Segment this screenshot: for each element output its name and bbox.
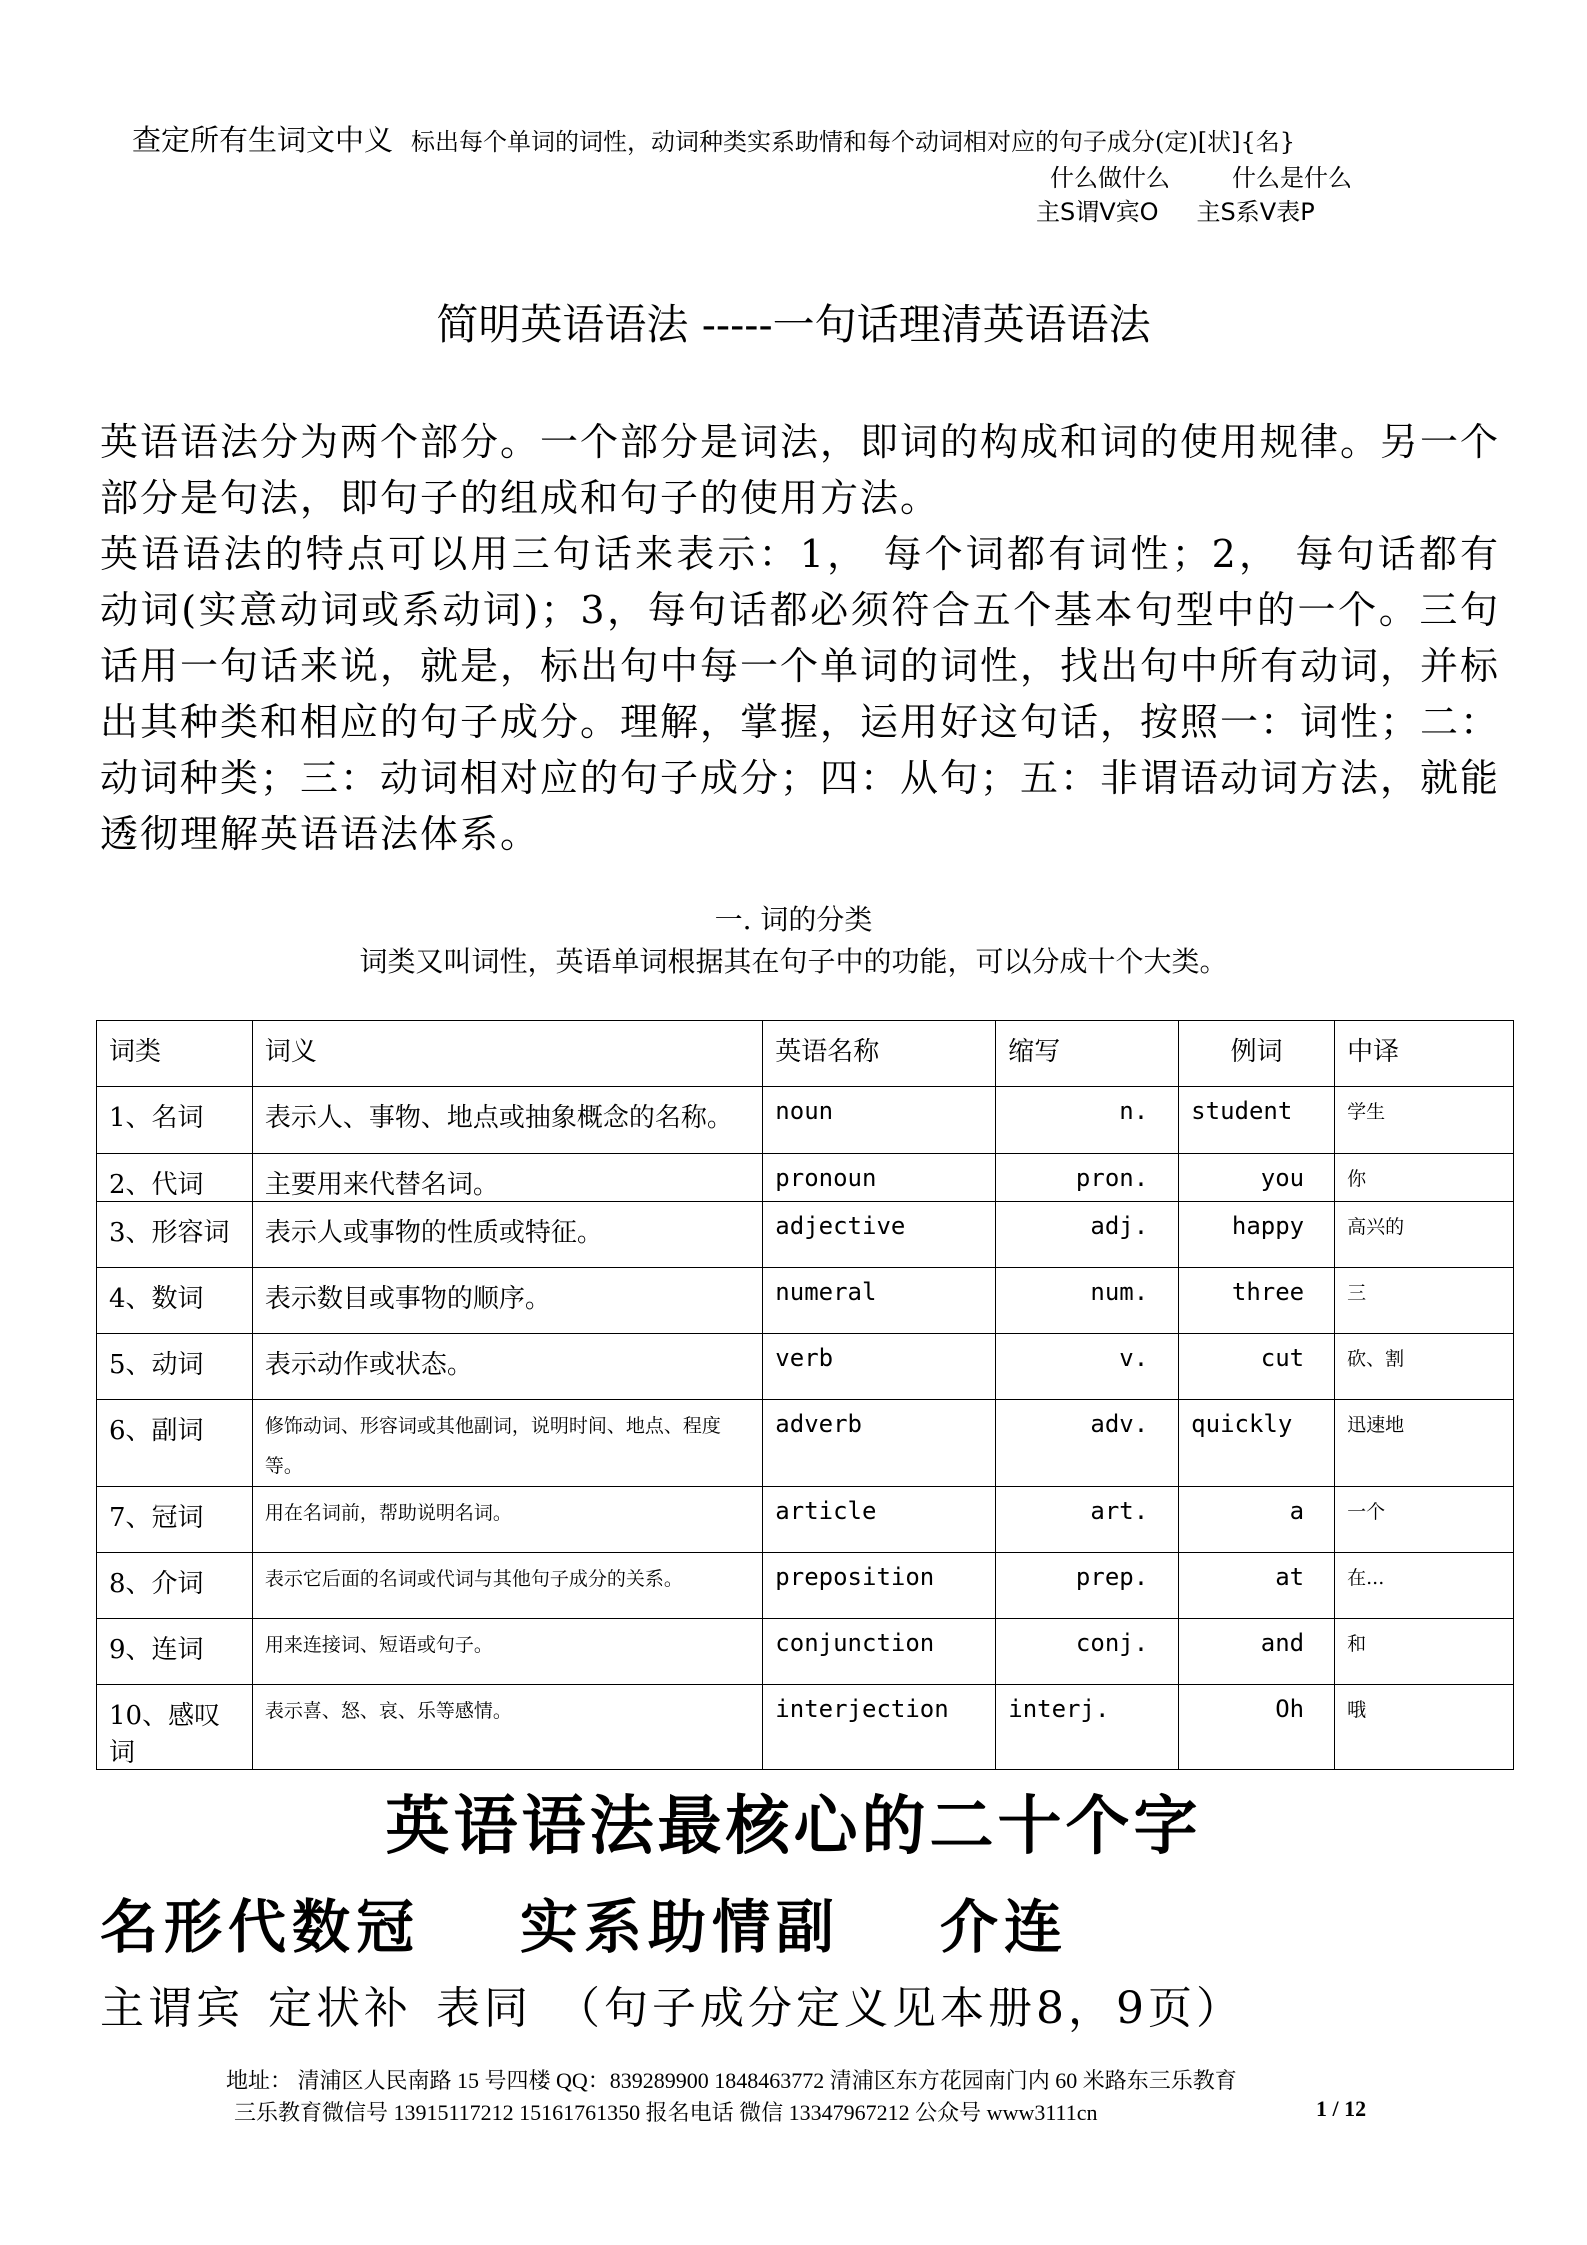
cell-example: cut [1179,1334,1335,1400]
intro-paragraph: 英语语法的特点可以用三句话来表示：1， 每个词都有词性；2， 每句话都有动词(实意动词或系动词)；3，每句话都必须符合五个基本句型中的一个。三句话用一句话来说，就是，标出句中每一个单词的词性，找出句中所有动词，并标出其种类和相应的句子成分。理解，掌握，运用好这句话，按照一：词性；二：动词种类；三：动词相对应的句子成分；四：从句；五：非谓语动词方法，就能透彻理解英语语法体系。 [100,532,1501,856]
cell-english-name: interjection [763,1685,996,1770]
cell-example: happy [1179,1202,1335,1268]
cell-meaning: 用来连接词、短语或句子。 [252,1619,762,1685]
footer-contact: 三乐教育微信号 13915117212 15161761350 报名电话 微信 13347967212 公众号 www3111cn [234,2100,1098,2125]
header-word-class: 词类 [97,1021,253,1087]
cell-meaning: 表示人或事物的性质或特征。 [252,1202,762,1268]
cell-abbreviation: adj. [996,1202,1179,1268]
cell-english-name: conjunction [763,1619,996,1685]
cell-abbreviation: interj. [996,1685,1179,1770]
page-number: 1 / 12 [1316,2096,1367,2121]
cell-word-class: 9、连词 [97,1619,253,1685]
cell-meaning: 表示人、事物、地点或抽象概念的名称。 [252,1087,762,1154]
cell-translation: 在... [1335,1553,1514,1619]
cell-meaning: 用在名词前，帮助说明名词。 [252,1487,762,1553]
cell-meaning: 表示数目或事物的顺序。 [252,1268,762,1334]
header-english-name: 英语名称 [763,1021,996,1087]
sentence-components [100,1972,1268,2036]
header-pattern-svo-label: 什么做什么 [1050,164,1170,192]
pos-groups [100,1880,1168,1964]
word-class-table [96,1020,1514,1770]
cell-translation: 学生 [1335,1087,1514,1154]
cell-word-class: 5、动词 [97,1334,253,1400]
cell-english-name: verb [763,1334,996,1400]
header-pattern-svp: 主S系V表P [1196,198,1315,226]
cell-example: at [1179,1553,1335,1619]
cell-example: student [1179,1087,1335,1154]
cell-translation: 迅速地 [1335,1400,1514,1487]
table-row [97,1400,1514,1487]
pos-group: 实系助情副 [520,1893,841,1961]
cell-abbreviation: pron. [996,1154,1179,1202]
table-row [97,1685,1514,1770]
cell-example: Oh [1179,1685,1335,1770]
cell-example: a [1179,1487,1335,1553]
component-group: 定状补 [268,1983,412,2034]
section-subtitle: 词类又叫词性，英语单词根据其在句子中的功能，可以分成十个大类。 [359,945,1228,978]
core-heading: 英语语法最核心的二十个字 [385,1789,1202,1864]
section-heading: 一. 词的分类 [714,903,873,936]
cell-translation: 一个 [1335,1487,1514,1553]
header-example: 例词 [1179,1021,1335,1087]
table-row [97,1268,1514,1334]
cell-english-name: article [763,1487,996,1553]
cell-word-class: 2、代词 [97,1154,253,1202]
cell-abbreviation: art. [996,1487,1179,1553]
cell-word-class: 3、形容词 [97,1202,253,1268]
cell-translation: 三 [1335,1268,1514,1334]
cell-abbreviation: n. [996,1087,1179,1154]
table-row [97,1087,1514,1154]
footer-address: 地址： 清浦区人民南路 15 号四楼 QQ：839289900 1848463772 清浦区东方花园南门内 60 米路东三乐教育 [226,2068,1237,2093]
cell-english-name: noun [763,1087,996,1154]
pos-group: 介连 [940,1893,1069,1961]
header-abbreviation: 缩写 [996,1021,1179,1087]
cell-meaning: 修饰动词、形容词或其他副词，说明时间、地点、程度等。 [252,1400,762,1487]
cell-word-class: 4、数词 [97,1268,253,1334]
table-row [97,1487,1514,1553]
cell-abbreviation: conj. [996,1619,1179,1685]
cell-word-class: 8、介词 [97,1553,253,1619]
cell-translation: 你 [1335,1154,1514,1202]
cell-word-class: 10、感叹词 [97,1685,253,1770]
header-main: 查定所有生词文中义 [132,123,394,157]
cell-abbreviation: num. [996,1268,1179,1334]
header-pattern-svp-label: 什么是什么 [1232,164,1352,192]
table-row [97,1202,1514,1268]
cell-english-name: adverb [763,1400,996,1487]
table-row [97,1619,1514,1685]
header-pattern-svo: 主S谓V宾O [1036,198,1159,226]
table-row [97,1334,1514,1400]
cell-abbreviation: prep. [996,1553,1179,1619]
cell-translation: 砍、割 [1335,1334,1514,1400]
cell-example: and [1179,1619,1335,1685]
cell-english-name: pronoun [763,1154,996,1202]
header-line-3 [1036,192,1353,227]
page-title: 简明英语语法 -----一句话理清英语语法 [436,300,1151,349]
intro-paragraphs [100,414,1500,862]
table-row [97,1553,1514,1619]
table-header-row [97,1021,1514,1087]
intro-paragraph: 英语语法分为两个部分。一个部分是词法，即词的构成和词的使用规律。另一个部分是句法，即句子的组成和句子的使用方法。 [100,420,1501,520]
header-note: 标出每个单词的词性，动词种类实系助情和每个动词相对应的句子成分(定)[状]{名} [411,128,1296,156]
cell-english-name: numeral [763,1268,996,1334]
cell-word-class: 1、名词 [97,1087,253,1154]
cell-abbreviation: adv. [996,1400,1179,1487]
cell-example: you [1179,1154,1335,1202]
cell-translation: 和 [1335,1619,1514,1685]
cell-abbreviation: v. [996,1334,1179,1400]
cell-translation: 高兴的 [1335,1202,1514,1268]
component-note: （句子成分定义见本册8，9页） [556,1983,1244,2034]
cell-translation: 哦 [1335,1685,1514,1770]
cell-word-class: 7、冠词 [97,1487,253,1553]
header-meaning: 词义 [252,1021,762,1087]
header-translation: 中译 [1335,1021,1514,1087]
cell-example: three [1179,1268,1335,1334]
cell-example: quickly [1179,1400,1335,1487]
component-group: 主谓宾 [100,1983,244,2034]
table-row [97,1154,1514,1202]
cell-meaning: 表示动作或状态。 [252,1334,762,1400]
cell-meaning: 表示喜、怒、哀、乐等感情。 [252,1685,762,1770]
header-line-1 [132,118,1295,159]
component-group: 表同 [436,1983,532,2034]
cell-meaning: 表示它后面的名词或代词与其他句子成分的关系。 [252,1553,762,1619]
header-line-2 [1050,158,1414,193]
cell-meaning: 主要用来代替名词。 [252,1154,762,1202]
cell-english-name: adjective [763,1202,996,1268]
pos-group: 名形代数冠 [100,1893,421,1961]
cell-english-name: preposition [763,1553,996,1619]
cell-word-class: 6、副词 [97,1400,253,1487]
